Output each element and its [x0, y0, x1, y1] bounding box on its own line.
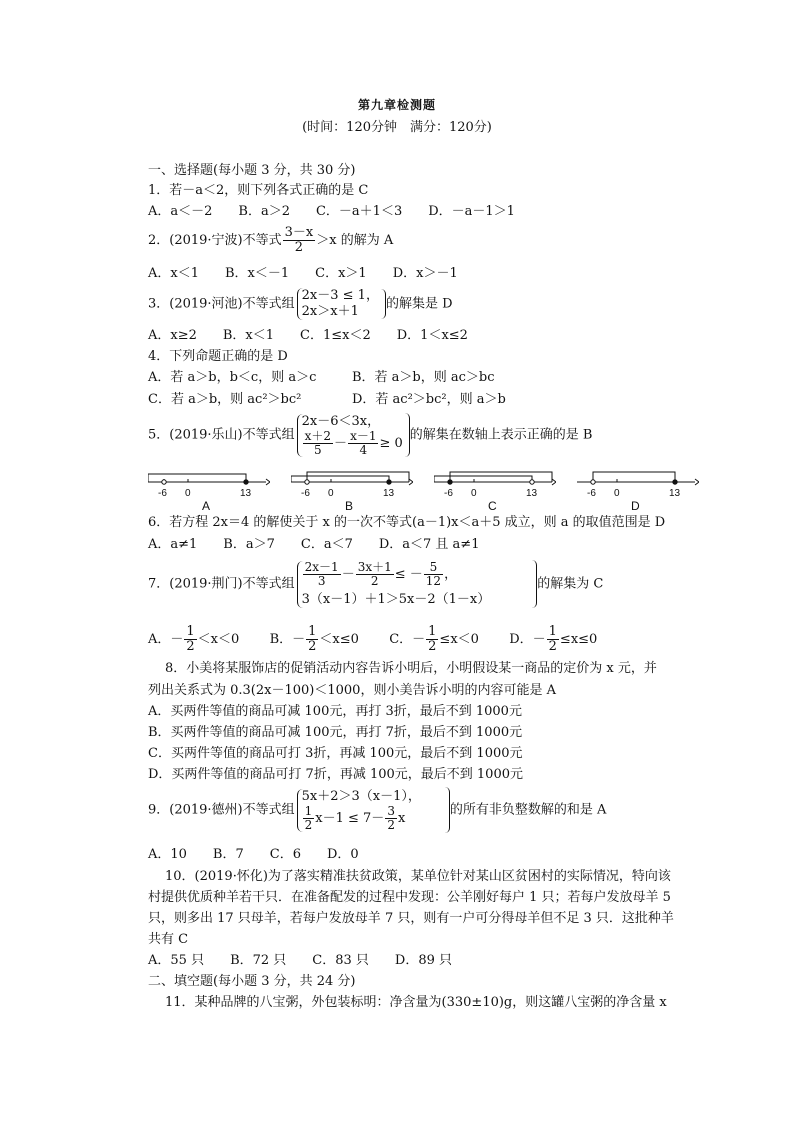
- question-3-stem: [148, 288, 453, 320]
- fraction: [348, 430, 378, 457]
- question-7-options: [148, 625, 597, 654]
- denominator: 4: [359, 442, 368, 457]
- tick-label: -6: [301, 488, 310, 499]
- solution-region: [307, 472, 409, 482]
- inequality-system: [297, 789, 421, 832]
- question-6-options: A．a≠1 B．a＞7 C．a＜7 D．a＜7 且 a≠1: [148, 537, 480, 552]
- option-b-tail: ＜x≤0: [319, 632, 359, 647]
- question-3-options: A．x≥2 B．x＜1 C．1≤x＜2 D．1＜x≤2: [148, 328, 468, 343]
- numerator: 1: [428, 624, 437, 639]
- fraction: [356, 561, 394, 588]
- fraction: [184, 625, 196, 654]
- q5-suffix: 的解集在数轴上表示正确的是 B: [409, 427, 593, 443]
- question-10-line-4: 共有 C: [148, 932, 189, 947]
- relation: ≤ －: [394, 566, 423, 582]
- inequality-system: [297, 414, 403, 457]
- option-d-tail: ≤x≤0: [559, 632, 598, 647]
- question-4-option-b: B．若 a＞b，则 ac＞bc: [352, 370, 495, 385]
- axis-arrow: [266, 479, 270, 485]
- denominator: 2: [308, 639, 317, 654]
- section-heading: 一、选择题(每小题 3 分，共 30 分): [148, 163, 356, 178]
- tick-label: -6: [158, 488, 167, 499]
- option-d-label: D．－: [509, 632, 546, 647]
- fraction: [426, 625, 438, 654]
- denominator: 3: [317, 573, 326, 588]
- question-4-option-d: D．若 ac²＞bc²，则 a＞b: [352, 392, 506, 407]
- denominator: 2: [387, 817, 395, 832]
- system-row: 3（x－1）＋1＞5x－2（1－x）: [301, 591, 491, 607]
- numerator: 2x－1: [304, 559, 339, 574]
- q7-prefix: 7．(2019·荆门)不等式组: [148, 576, 295, 592]
- endpoint-dot: [162, 480, 166, 484]
- question-10-line-2: 村提供优质种羊若干只．在准备配发的过程中发现：公羊刚好每户 1 只；若每户发放母羊 5: [148, 890, 671, 905]
- option-caption: A: [202, 499, 211, 513]
- fraction: [303, 805, 315, 832]
- minus-sign: －: [334, 435, 348, 451]
- question-4-option-a: A．若 a＞b，b＜c，则 a＞c: [148, 370, 317, 385]
- endpoint-dot: [530, 480, 534, 484]
- tick-label: 13: [669, 488, 681, 499]
- tick-label: -6: [444, 488, 453, 499]
- section-heading: 二、填空题(每小题 3 分，共 24 分): [148, 974, 356, 989]
- system-row: 2x＞x＋1: [301, 304, 359, 319]
- endpoint-dot: [448, 480, 452, 484]
- system-row: 2x－6＜3x，: [301, 413, 381, 429]
- question-8-line-2: 列出关系式为 0.3(2x－100)＜1000，则小美告诉小明的内容可能是 A: [148, 683, 556, 698]
- numerator: 1: [186, 624, 195, 639]
- relation: ≥ 0: [379, 435, 403, 451]
- tick-label: -6: [587, 488, 596, 499]
- denominator: 12: [425, 573, 442, 588]
- option-b-label: B．－: [269, 632, 306, 647]
- question-11-line-1: 11．某种品牌的八宝粥，外包装标明：净含量为(330±10)g，则这罐八宝粥的净含量 x: [165, 995, 667, 1010]
- tick-label: 0: [185, 488, 191, 499]
- option-a-label: A．－: [148, 632, 184, 647]
- question-4-stem: 4．下列命题正确的是 D: [148, 349, 288, 364]
- endpoint-dot: [387, 480, 391, 484]
- numerator: 1: [308, 624, 317, 639]
- numerator: x＋2: [304, 428, 332, 443]
- system-row: [302, 430, 403, 457]
- question-10-options: A．55 只 B．72 只 C．83 只 D．89 只: [148, 953, 453, 968]
- expression: x－1 ≤ 7－: [315, 810, 385, 826]
- solution-region: [593, 472, 675, 482]
- page-title: 第九章检测题: [357, 98, 436, 112]
- q2-prefix: 2．(2019·宁波)不等式: [148, 233, 282, 248]
- tick-label: 13: [526, 488, 538, 499]
- question-6-stem: 6．若方程 2x＝4 的解使关于 x 的一次不等式(a－1)x＜a＋5 成立，则 a 的取值范围是 D: [148, 515, 666, 530]
- numerator: x－1: [350, 428, 377, 443]
- denominator: 2: [370, 573, 379, 588]
- numerator: 1: [548, 624, 557, 639]
- question-1-stem: 1．若－a＜2，则下列各式正确的是 C: [148, 183, 369, 198]
- fraction: [303, 430, 333, 457]
- inequality-system: [297, 288, 379, 320]
- q7-suffix: 的解集为 C: [537, 576, 604, 592]
- system-row: $\frac{2x-1}{3}$ － $\frac{3x+1}{2}$ ≤ － $\frac{5}{12}$ ，: [304, 559, 458, 588]
- tick-label: 0: [328, 488, 334, 499]
- system-row: 2x－3 ≤ 1，: [301, 288, 379, 303]
- question-8-option-d: D．买两件等值的商品可打 7折，再减 100元，最后不到 1000元: [148, 767, 523, 782]
- numerator: 3x＋1: [357, 559, 392, 574]
- numerator: 3: [387, 803, 395, 818]
- endpoint-dot: [305, 480, 309, 484]
- endpoint-dot: [673, 480, 677, 484]
- tick-label: 0: [614, 488, 620, 499]
- option-caption: B: [345, 499, 354, 513]
- question-8-option-b: B．买两件等值的商品可减 100元，再打 7折，最后不到 1000元: [148, 725, 523, 740]
- denominator: 2: [428, 639, 437, 654]
- option-a-tail: ＜x＜0: [197, 632, 240, 647]
- tick-label: 13: [383, 488, 395, 499]
- numerator: 5: [424, 561, 443, 575]
- fraction: [306, 625, 318, 654]
- question-1-options: A．a＜－2 B．a＞2 C．－a＋1＜3 D．－a－1＞1: [148, 204, 515, 219]
- question-4-option-c: C．若 a＞b，则 ac²＞bc²: [148, 392, 302, 407]
- denominator: 2: [548, 639, 557, 654]
- question-2-stem: [148, 226, 393, 255]
- denominator: 5: [314, 442, 322, 457]
- endpoint-dot: [591, 480, 595, 484]
- q3-suffix: 的解集是 D: [385, 296, 453, 312]
- comma: ，: [444, 566, 458, 582]
- numerator: 3－x: [284, 225, 314, 240]
- denominator: 2: [304, 817, 313, 832]
- denominator: 2: [294, 240, 304, 255]
- question-10-line-3: 只，则多出 17 只母羊，若每户发放母羊 7 只，则有一户可分得母羊但不足 3 只．这批种羊: [148, 911, 674, 926]
- denominator: 2: [186, 639, 195, 654]
- question-8-option-a: A．买两件等值的商品可减 100元，再打 3折，最后不到 1000元: [148, 704, 522, 719]
- tick-label: 13: [240, 488, 252, 499]
- endpoint-dot: [244, 480, 248, 484]
- axis-arrow: [409, 479, 413, 485]
- q5-prefix: 5．(2019·乐山)不等式组: [148, 427, 295, 443]
- fraction: [547, 625, 559, 654]
- fraction: [303, 561, 341, 588]
- axis-arrow: [695, 479, 699, 485]
- q9-suffix: 的所有非负整数解的和是 A: [449, 802, 607, 818]
- fraction: [424, 561, 443, 588]
- question-8-option-c: C．买两件等值的商品可打 3折，再减 100元，最后不到 1000元: [148, 746, 523, 761]
- question-5-stem: [148, 413, 592, 457]
- q2-suffix: ＞x 的解为 A: [316, 233, 394, 248]
- question-8-line-1: 8．小美将某服饰店的促销活动内容告诉小明后，小明假设某一商品的定价为 x 元，并: [165, 661, 657, 676]
- question-9-stem: [148, 787, 606, 833]
- option-c-tail: ≤x＜0: [439, 632, 479, 647]
- question-7-stem: [148, 560, 603, 608]
- numerator: 1: [304, 803, 313, 818]
- question-2-options: A．x＜1 B．x＜－1 C．x＞1 D．x＞－1: [148, 266, 458, 281]
- fraction: [283, 226, 316, 255]
- system-row: 5x＋2＞3（x－1），: [301, 788, 421, 804]
- fraction: [385, 805, 397, 832]
- question-10-line-1: 10．(2019·怀化)为了落实精准扶贫政策，某单位针对某山区贫困村的实际情况，特向该: [165, 869, 671, 884]
- inequality-system: [297, 561, 491, 608]
- option-c-label: C．－: [389, 632, 426, 647]
- system-row: [302, 805, 421, 832]
- exam-meta: (时间：120分钟 满分：120分): [302, 120, 492, 135]
- option-caption: D: [631, 499, 640, 513]
- option-caption: C: [488, 499, 497, 513]
- variable: x: [397, 810, 406, 826]
- q9-prefix: 9．(2019·德州)不等式组: [148, 802, 295, 818]
- axis-arrow: [552, 479, 556, 485]
- tick-label: 0: [471, 488, 477, 499]
- question-9-options: A．10 B．7 C．6 D．0: [148, 847, 359, 862]
- q3-prefix: 3．(2019·河池)不等式组: [148, 296, 295, 312]
- solution-region: [450, 472, 552, 482]
